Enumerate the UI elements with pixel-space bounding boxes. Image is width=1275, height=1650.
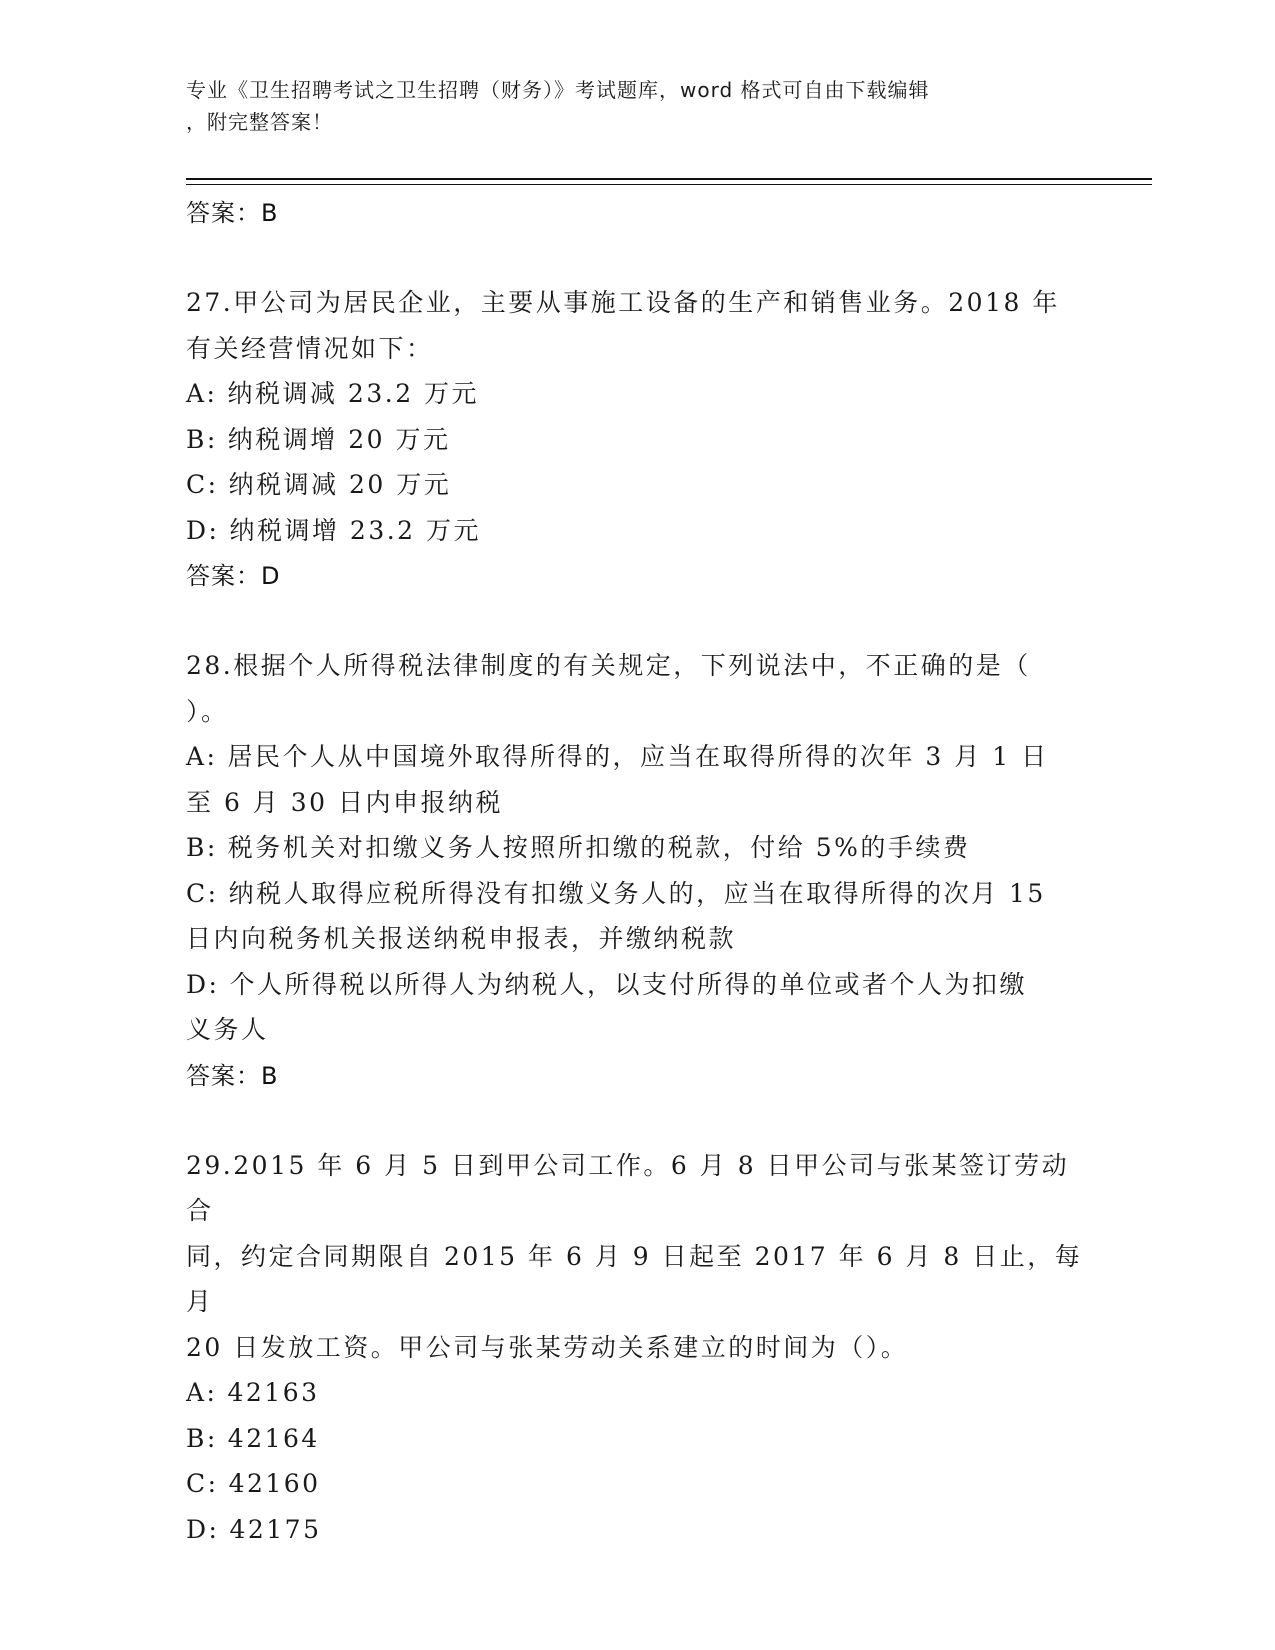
option-letter: A: [186,742,218,771]
question-text: 29.2015 年 6 月 5 日到甲公司工作。6 月 8 日甲公司与张某签订劳动合 [186,1150,1070,1225]
option-text: 42175 [229,1514,322,1544]
option-text: 纳税调减 23.2 万元 [227,379,480,408]
option-text: 纳税调减 20 万元 [228,470,452,499]
header-line-2: ，附完整答案！ [186,110,333,134]
option-line [186,871,1086,917]
question-text: 有关经营情况如下： [186,333,434,363]
option-letter: D: [186,969,220,999]
header-rule-thin [186,184,1152,185]
option-line [186,962,1086,1008]
option-letter: B: [186,833,218,862]
option-line [186,417,1086,463]
option-text: 纳税调增 20 万元 [227,424,451,454]
option-text: 个人所得税以所得人为纳税人，以支付所得的单位或者个人为扣缴 [229,969,1027,999]
option-text: 42164 [227,1423,320,1453]
option-letter: B: [186,424,218,454]
question-block [186,280,1086,599]
option-letter: D: [186,1514,220,1544]
document-header [186,74,1086,138]
option-line [186,734,1086,780]
header-line-1: 专业《卫生招聘考试之卫生招聘（财务）》考试题库，word 格式可自由下载编辑 [186,78,930,102]
option-text: 居民个人从中国境外取得所得的，应当在取得所得的次年 3 月 1 日 [227,742,1049,771]
option-text: 义务人 [186,1015,269,1044]
option-text: 日内向税务机关报送纳税申报表，并缴纳税款 [186,924,737,953]
option-line [186,1007,1086,1053]
option-text: 纳税人取得应税所得没有扣缴义务人的，应当在取得所得的次月 15 [228,878,1046,908]
option-text: 至 6 月 30 日内申报纳税 [186,787,504,817]
option-letter: D: [186,515,220,545]
question-text: 27.甲公司为居民企业，主要从事施工设备的生产和销售业务。2018 年 [186,288,1060,317]
option-letter: C: [186,470,219,499]
option-line [186,916,1086,962]
question-text: ）。 [186,696,229,726]
question-text: 同，约定合同期限自 2015 年 6 月 9 日起至 2017 年 6 月 8 日止，每月 [186,1241,1083,1316]
answer-line: 答案：D [186,562,281,590]
option-line [186,371,1086,417]
option-text: 纳税调增 23.2 万元 [229,515,482,545]
question-text: 28.根据个人所得税法律制度的有关规定，下列说法中，不正确的是（ [186,651,1031,680]
option-line [186,825,1086,871]
option-line [186,508,1086,554]
option-letter: B: [186,1423,218,1453]
option-letter: A: [186,1378,218,1407]
answer-line: 答案：B [186,199,279,227]
option-line [186,1507,1086,1553]
option-text: 42160 [228,1469,321,1498]
question-block [186,1143,1086,1553]
header-rule-thick [186,178,1152,180]
question-block [186,643,1086,1099]
option-line [186,780,1086,826]
option-letter: A: [186,379,218,408]
option-letter: C: [186,1469,219,1498]
option-line [186,1370,1086,1416]
option-line [186,462,1086,508]
option-text: 42163 [227,1378,320,1407]
question-block [186,190,1086,236]
question-text: 20 日发放工资。甲公司与张某劳动关系建立的时间为（）。 [186,1332,909,1362]
option-text: 税务机关对扣缴义务人按照所扣缴的税款，付给 5%的手续费 [227,833,971,862]
question-list [186,190,1086,1552]
option-line [186,1416,1086,1462]
option-letter: C: [186,878,219,908]
option-line [186,1461,1086,1507]
answer-line: 答案：B [186,1061,279,1090]
